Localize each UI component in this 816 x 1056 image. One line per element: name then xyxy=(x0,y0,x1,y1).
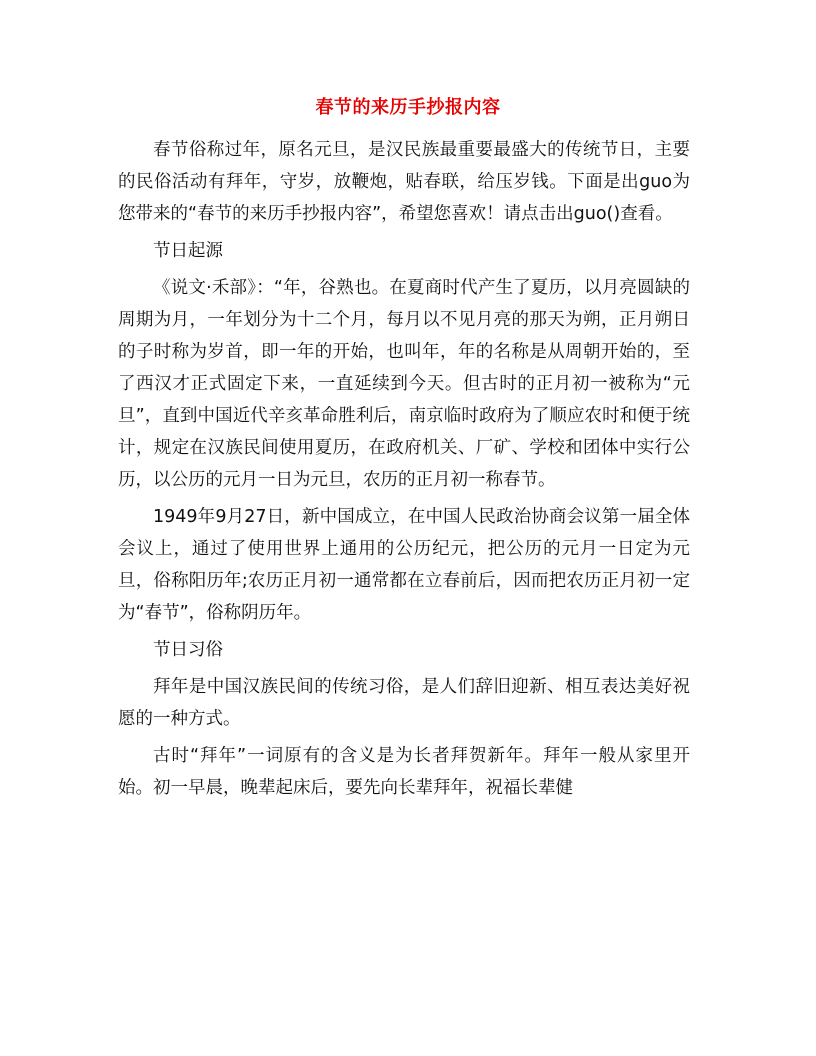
document-body xyxy=(118,134,690,809)
section-heading-origin: 节日起源 xyxy=(153,241,223,261)
paragraph-new-year-greeting: 拜年是中国汉族民间的传统习俗，是人们辞旧迎新、相互表达美好祝愿的一种方式。 xyxy=(118,677,690,729)
paragraph-intro: 春节俗称过年，原名元旦，是汉民族最重要最盛大的传统节日，主要的民俗活动有拜年，守岁，放鞭炮，贴春联，给压岁钱。下面是出guo为您带来的“春节的来历手抄报内容”，希望您喜欢！请点击出guo()查看。 xyxy=(118,140,690,224)
section-heading-customs: 节日习俗 xyxy=(153,640,223,660)
document-title: 春节的来历手抄报内容 xyxy=(315,97,501,118)
paragraph-ancient-greeting: 古时“拜年”一词原有的含义是为长者拜贺新年。拜年一般从家里开始。初一早晨，晚辈起床后，要先向长辈拜年，祝福长辈健 xyxy=(118,746,690,798)
paragraph-1949: 1949年9月27日，新中国成立，在中国人民政治协商会议第一届全体会议上，通过了使用世界上通用的公历纪元，把公历的元月一日定为元旦，俗称阳历年;农历正月初一通常都在立春前后，因而把农历正月初一定为“春节”，俗称阴历年。 xyxy=(118,507,690,623)
paragraph-origin: 《说文·禾部》：“年，谷熟也。在夏商时代产生了夏历，以月亮圆缺的周期为月，一年划分为十二个月，每月以不见月亮的那天为朔，正月朔日的子时称为岁首，即一年的开始，也叫年，年的名称是从周朝开始的，至了西汉才正式固定下来，一直延续到今天。但古时的正月初一被称为“元旦”，直到中国近代辛亥革命胜利后，南京临时政府为了顺应农时和便于统计，规定在汉族民间使用夏历，在政府机关、厂矿、学校和团体中实行公历，以公历的元月一日为元旦，农历的正月初一称春节。 xyxy=(118,278,690,490)
